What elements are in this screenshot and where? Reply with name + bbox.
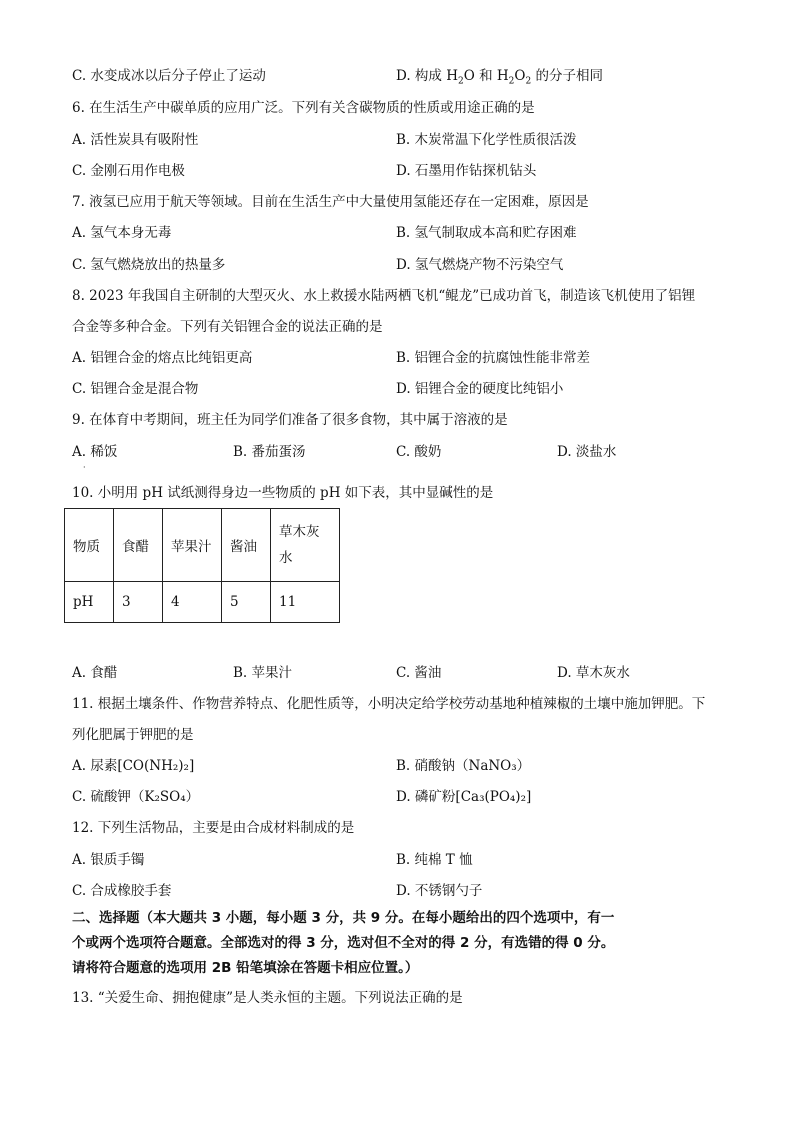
stray-dot: · bbox=[83, 463, 86, 472]
q7-option-c: C. 氢气燃烧放出的热量多 bbox=[72, 257, 226, 273]
ph-table-cell: 5 bbox=[222, 582, 271, 623]
q12-option-c: C. 合成橡胶手套 bbox=[72, 883, 172, 899]
q7-option-a: A. 氢气本身无毒 bbox=[72, 225, 172, 241]
q10-stem: 10. 小明用 pH 试纸测得身边一些物质的 pH 如下表，其中显碱性的是 bbox=[72, 485, 494, 501]
q9-option-d: D. 淡盐水 bbox=[557, 444, 617, 460]
q6-option-b: B. 木炭常温下化学性质很活泼 bbox=[396, 132, 577, 148]
q6-option-c: C. 金刚石用作电极 bbox=[72, 163, 185, 179]
q5-option-d: D. 构成 $H_2O$ 和 $H_2O_2$ 的分子相同 bbox=[396, 68, 604, 87]
q9-stem: 9. 在体育中考期间，班主任为同学们准备了很多食物，其中属于溶液的是 bbox=[72, 412, 508, 428]
q9-option-a: A. 稀饭 bbox=[72, 444, 118, 460]
q11-option-a: A. 尿素[CO(NH₂)₂] bbox=[72, 758, 195, 774]
q7-stem: 7. 液氢已应用于航天等领域。目前在生活生产中大量使用氢能还存在一定困难，原因是 bbox=[72, 194, 589, 210]
q11-stem-line1: 11. 根据土壤条件、作物营养特点、化肥性质等，小明决定给学校劳动基地种植辣椒的土壤中施加钾肥。下 bbox=[72, 696, 706, 712]
ph-table-value-row bbox=[65, 582, 340, 623]
q9-option-c: C. 酸奶 bbox=[396, 444, 442, 460]
q6-stem: 6. 在生活生产中碳单质的应用广泛。下列有关含碳物质的性质或用途正确的是 bbox=[72, 100, 535, 116]
q10-option-a: A. 食醋 bbox=[72, 665, 118, 681]
ph-table-cell: 苹果汁 bbox=[163, 509, 222, 582]
q8-stem-line1: 8. 2023 年我国自主研制的大型灭火、水上救援水陆两栖飞机“鲲龙”已成功首飞，制造该飞机使用了铝锂 bbox=[72, 288, 696, 304]
q8-stem-line2: 合金等多种合金。下列有关铝锂合金的说法正确的是 bbox=[72, 319, 383, 335]
q12-option-d: D. 不锈钢勺子 bbox=[396, 883, 483, 899]
section2-heading-line2: 个或两个选项符合题意。全部选对的得 3 分，选对但不全对的得 2 分，有选错的得 0 分。 bbox=[72, 935, 615, 951]
q8-option-a: A. 铝锂合金的熔点比纯铝更高 bbox=[72, 350, 253, 366]
q7-option-b: B. 氢气制取成本高和贮存困难 bbox=[396, 225, 577, 241]
ph-table-cell: 3 bbox=[114, 582, 163, 623]
q9-option-b: B. 番茄蛋汤 bbox=[233, 444, 306, 460]
ph-table-header-row bbox=[65, 509, 340, 582]
ph-table-cell: 草木灰水 bbox=[271, 509, 340, 582]
q12-option-b: B. 纯棉 T 恤 bbox=[396, 852, 473, 868]
q11-stem-line2: 列化肥属于钾肥的是 bbox=[72, 727, 194, 743]
section2-heading-line3: 请将符合题意的选项用 2B 铅笔填涂在答题卡相应位置。） bbox=[72, 960, 419, 976]
q6-option-d: D. 石墨用作钻探机钻头 bbox=[396, 163, 537, 179]
q5-option-c: C. 水变成冰以后分子停止了运动 bbox=[72, 68, 266, 84]
q10-option-d: D. 草木灰水 bbox=[557, 665, 630, 681]
ph-table-cell: 酱油 bbox=[222, 509, 271, 582]
q8-option-b: B. 铝锂合金的抗腐蚀性能非常差 bbox=[396, 350, 591, 366]
ph-table-cell: 物质 bbox=[65, 509, 114, 582]
q6-option-a: A. 活性炭具有吸附性 bbox=[72, 132, 199, 148]
q10-option-c: C. 酱油 bbox=[396, 665, 442, 681]
ph-table-cell: 4 bbox=[163, 582, 222, 623]
q12-stem: 12. 下列生活物品，主要是由合成材料制成的是 bbox=[72, 820, 355, 836]
q8-option-d: D. 铝锂合金的硬度比纯铝小 bbox=[396, 381, 564, 397]
q11-option-b: B. 硝酸钠（NaNO₃） bbox=[396, 758, 531, 774]
q8-option-c: C. 铝锂合金是混合物 bbox=[72, 381, 199, 397]
section2-heading-line1: 二、选择题（本大题共 3 小题，每小题 3 分，共 9 分。在每小题给出的四个选项中，有一 bbox=[72, 910, 615, 926]
ph-table-cell: 食醋 bbox=[114, 509, 163, 582]
q13-stem: 13. “关爱生命、拥抱健康”是人类永恒的主题。下列说法正确的是 bbox=[72, 990, 463, 1006]
q11-option-c: C. 硫酸钾（K₂SO₄） bbox=[72, 789, 200, 805]
q11-option-d: D. 磷矿粉[Ca₃(PO₄)₂] bbox=[396, 789, 532, 805]
q12-option-a: A. 银质手镯 bbox=[72, 852, 145, 868]
ph-table-cell: 11 bbox=[271, 582, 340, 623]
q10-option-b: B. 苹果汁 bbox=[233, 665, 293, 681]
q7-option-d: D. 氢气燃烧产物不污染空气 bbox=[396, 257, 564, 273]
ph-table bbox=[64, 508, 340, 623]
ph-table-cell: pH bbox=[65, 582, 114, 623]
